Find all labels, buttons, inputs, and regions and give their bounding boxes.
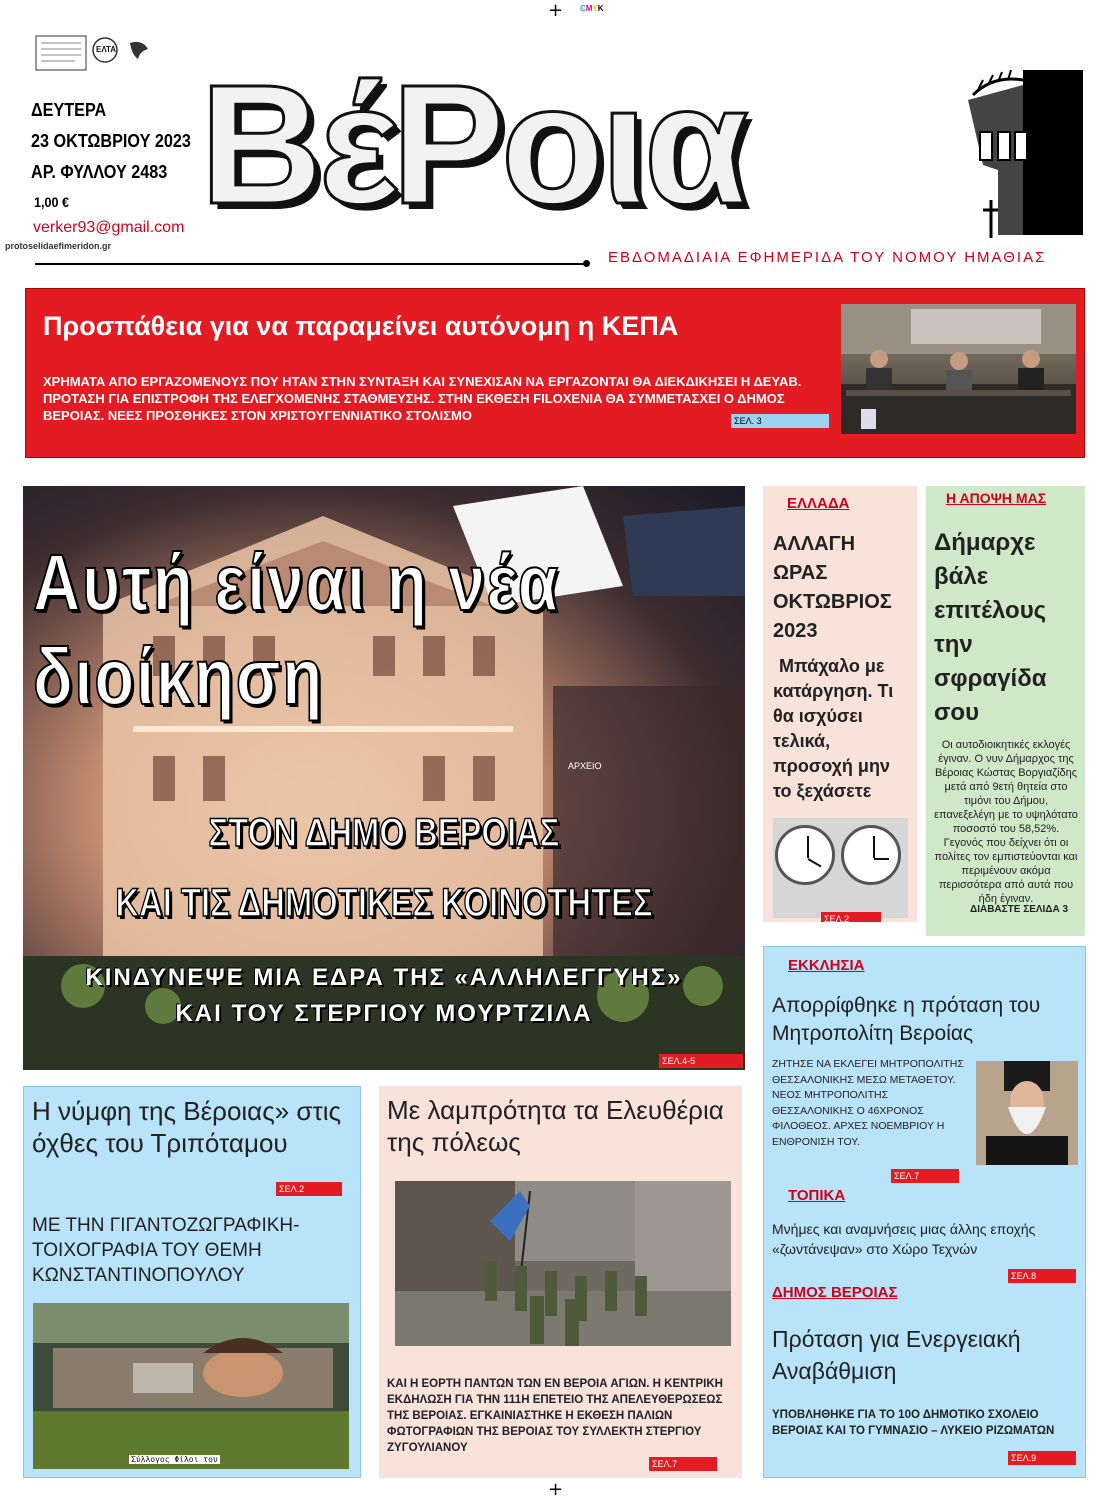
source-watermark: protoselidaefimeridon.gr <box>5 241 112 251</box>
church-body: ΖΗΤΗΣΕ ΝΑ ΕΚΛΕΓΕΙ ΜΗΤΡΟΠΟΛΙΤΗΣ ΘΕΣΣΑΛΟΝΙΚΗΣ ΜΕΣΩ ΜΕΤΑΘΕΤΟΥ. ΝΕΟΣ ΜΗΤΡΟΠΟΛΙΤΗΣ ΘΕΣΣΑΛΟΝΙΚΗΣ Ο 46ΧΡΟΝΟΣ ΦΙΛΟΘΕΟΣ. ΑΡΧΕΣ ΝΟΕΜΒΡΙΟΥ Η ΕΝΘΡΟΝΙΣΗ ΤΟΥ. <box>772 1058 964 1148</box>
issue-number: ΑΡ. ΦΥΛΛΟΥ 2483 <box>31 162 168 182</box>
newspaper-logo <box>200 50 940 250</box>
news-column-box[interactable] <box>763 946 1086 1478</box>
masthead-rule-dot <box>583 260 590 267</box>
municipality-body: ΥΠΟΒΛΗΘΗΚΕ ΓΙΑ ΤΟ 10Ο ΔΗΜΟΤΙΚΟ ΣΧΟΛΕΙΟ ΒΕΡΟΙΑΣ ΚΑΙ ΤΟ ΓΥΜΝΑΣΙΟ – ΛΥΚΕΙΟ ΡΙΖΩΜΑΤΩΝ <box>772 1409 1055 1437</box>
local-section-label: ΤΟΠΙΚΑ <box>788 1187 846 1204</box>
crop-mark-bottom: + <box>548 1479 564 1500</box>
building-sign: ΑΡΧΕΙΟ <box>568 761 602 771</box>
bride-subtitle: ΜΕ ΤΗΝ ΓΙΓΑΝΤΟΖΩΓΡΑΦΙΚΗ-ΤΟΙΧΟΓΡΑΦΙΑ ΤΟΥ ΘΕΜΗ ΚΩΝΣΤΑΝΤΙΝΟΠΟΥΛΟΥ <box>32 1215 300 1286</box>
crop-mark-top: + <box>548 0 564 21</box>
clocks-photo <box>773 818 908 918</box>
main-deck-2: ΚΑΙ ΤΟΥ ΣΤΕΡΓΙΟΥ ΜΟΥΡΤΖΙΛΑ <box>175 1000 593 1027</box>
main-story[interactable] <box>23 486 745 1070</box>
parade-body: ΚΑΙ Η ΕΟΡΤΗ ΠΑΝΤΩΝ ΤΩΝ ΕΝ ΒΕΡΟΙΑ ΑΓΙΩΝ. Η ΚΕΝΤΡΙΚΗ ΕΚΔΗΛΩΣΗ ΓΙΑ ΤΗΝ 111Η ΕΠΕΤΕΙΟ ΤΗΣ ΑΠΕΛΕΥΘΕΡΩΣΕΩΣ ΤΗΣ ΒΕΡΟΙΑΣ. ΕΓΚΑΙΝΙΑΣΤΗΚΕ Η ΕΚΘΕΣΗ ΠΑΛΙΩΝ ΦΩΤΟΓΡΑΦΙΩΝ ΤΗΣ ΒΕΡΟΙΑΣ ΤΟΥ ΣΥΛΛΕΚΤΗ ΣΤΕΡΓΙΟΥ ΖΥΓΟΥΛΙΑΝΟΥ <box>387 1378 723 1454</box>
municipality-headline: Πρόταση για Ενεργειακή Αναβάθμιση <box>772 1326 1021 1384</box>
opinion-box[interactable] <box>926 486 1085 936</box>
local-page-ref: ΣΕΛ.8 <box>1008 1269 1076 1283</box>
clock-icon <box>841 825 901 885</box>
church-page-ref: ΣΕΛ.7 <box>891 1169 959 1183</box>
parade-page-ref: ΣΕΛ.7 <box>649 1457 717 1471</box>
logo-wordmark: ΒέΡοια <box>200 50 745 240</box>
municipality-section-label: ΔΗΜΟΣ ΒΕΡΟΙΑΣ <box>772 1284 898 1301</box>
banner-subtitle: ΧΡΗΜΑΤΑ ΑΠΟ ΕΡΓΑΖΟΜΕΝΟΥΣ ΠΟΥ ΗΤΑΝ ΣΤΗΝ ΣΥΝΤΑΞΗ ΚΑΙ ΣΥΝΕΧΙΣΑΝ ΝΑ ΕΡΓΑΖΟΝΤΑΙ ΘΑ ΔΙΕΚΔΙΚΗΣΕΙ Η ΔΕΥΑΒ. ΠΡΟΤΑΣΗ ΓΙΑ ΕΠΙΣΤΡΟΦΗ ΤΗΣ ΕΛΕΓΧΟΜΕΝΗΣ ΣΤΑΘΜΕΥΣΗΣ. ΣΤΗΝ ΕΚΘΕΣΗ FILOXENIA ΘΑ ΣΥΜΜΕΤΑΣΧΕΙ Ο ΔΗΜΟΣ ΒΕΡΟΙΑΣ. ΝΕΕΣ ΠΡΟΣΘΗΚΕΣ ΣΤΟΝ ΧΡΙΣΤΟΥΓΕΝΝΙΑΤΙΚΟ ΣΤΟΛΙΣΜΟ <box>43 374 802 423</box>
municipality-page-ref: ΣΕΛ.9 <box>1008 1451 1076 1465</box>
church-section-label: ΕΚΚΛΗΣΙΑ <box>788 957 865 974</box>
council-meeting-photo <box>841 304 1076 434</box>
main-page-ref: ΣΕΛ.4-5 <box>659 1054 743 1068</box>
metropolitan-portrait <box>976 1061 1078 1165</box>
bride-headline: Η νύμφη της Βέροιας» στις όχθες του Τριπόταμου <box>32 1096 342 1158</box>
parade-headline: Με λαμπρότητα τα Ελευθέρια της πόλεως <box>387 1095 724 1157</box>
main-headline: Αυτή είναι η νέα διοίκηση <box>33 538 560 721</box>
lead-banner[interactable] <box>25 288 1085 458</box>
opinion-headline: Δήμαρχε βάλε επιτέλους την σφραγίδα σου <box>934 529 1047 726</box>
opinion-section-label: Η ΑΠΟΨΗ ΜΑΣ <box>946 490 1047 506</box>
mural-caption: Σύλλογος Φίλοι του <box>131 1455 218 1464</box>
mural-photo <box>33 1303 349 1469</box>
contact-email[interactable]: verker93@gmail.com <box>33 219 185 236</box>
main-subhead-2: ΚΑΙ ΤΙΣ ΔΗΜΟΤΙΚΕΣ ΚΟΙΝΟΤΗΤΕΣ <box>115 881 653 925</box>
church-headline: Απορρίφθηκε η πρόταση του Μητροπολίτη Βεροίας <box>772 994 1041 1045</box>
issue-date: 23 ΟΚΤΩΒΡΙΟΥ 2023 <box>31 131 191 151</box>
ellada-headline: ΑΛΛΑΓΗ ΩΡΑΣ ΟΚΤΩΒΡΙΟΣ 2023 <box>773 533 892 642</box>
postage-label: ΕΛΤΑ <box>96 45 117 54</box>
issue-price: 1,00 € <box>34 194 70 210</box>
postage-stamp <box>35 35 155 75</box>
main-deck-1: ΚΙΝΔΥΝΕΨΕ ΜΙΑ ΕΔΡΑ ΤΗΣ «ΑΛΛΗΛΕΓΓΥΗΣ» <box>85 964 683 991</box>
issue-day: ΔΕΥΤΕΡΑ <box>31 100 107 120</box>
masthead-rule <box>35 263 585 265</box>
newspaper-tagline: ΕΒΔΟΜΑΔΙΑΙΑ ΕΦΗΜΕΡΙΔΑ ΤΟΥ ΝΟΜΟΥ ΗΜΑΘΙΑΣ <box>608 249 1047 266</box>
opinion-read-more[interactable]: ΔΙΑΒΑΣΤΕ ΣΕΛΙΔΑ 3 <box>970 904 1069 915</box>
local-headline: Μνήμες και αναμνήσεις μιας άλλης εποχής «ζωντάνεψαν» στο Χώρο Τεχνών <box>772 1221 1036 1257</box>
bride-page-ref: ΣΕΛ.2 <box>276 1182 342 1196</box>
ellada-box[interactable] <box>763 486 917 922</box>
clock-icon <box>775 825 835 885</box>
opinion-body: Οι αυτοδιοικητικές εκλογές έγιναν. Ο νυν Δήμαρχος της Βέροιας Κώστας Βοργιαζίδης μετά από 9ετή θητεία στο τιμόνι του Δήμου, επανεξελέγη με το υψηλότατο ποσοστό του 58,52%. Γεγονός που δείχνει ότι οι πολίτες τον εμπιστεύονται και περιμένουν ακόμα περισσότερα από αυτά που ήδη έγιναν. <box>934 739 1078 905</box>
parade-story-box[interactable] <box>379 1086 742 1478</box>
bride-story-box[interactable] <box>23 1086 361 1478</box>
logo-building-icon <box>963 70 1083 240</box>
ellada-section-label: ΕΛΛΑΔΑ <box>787 495 850 512</box>
parade-photo <box>395 1181 731 1346</box>
banner-page-ref: ΣΕΛ. 3 <box>731 414 829 428</box>
ellada-body: Μπάχαλο με κατάργηση. Τι θα ισχύσει τελικά, προσοχή μην το ξεχάσετε <box>773 656 894 801</box>
main-subhead-1: ΣΤΟΝ ΔΗΜΟ ΒΕΡΟΙΑΣ <box>208 811 560 855</box>
ellada-page-ref: ΣΕΛ.2 <box>821 912 881 922</box>
banner-headline: Προσπάθεια για να παραμείνει αυτόνομη η ΚΕΠΑ <box>43 311 679 341</box>
cmyk-color-bar: CMYK <box>580 4 604 13</box>
